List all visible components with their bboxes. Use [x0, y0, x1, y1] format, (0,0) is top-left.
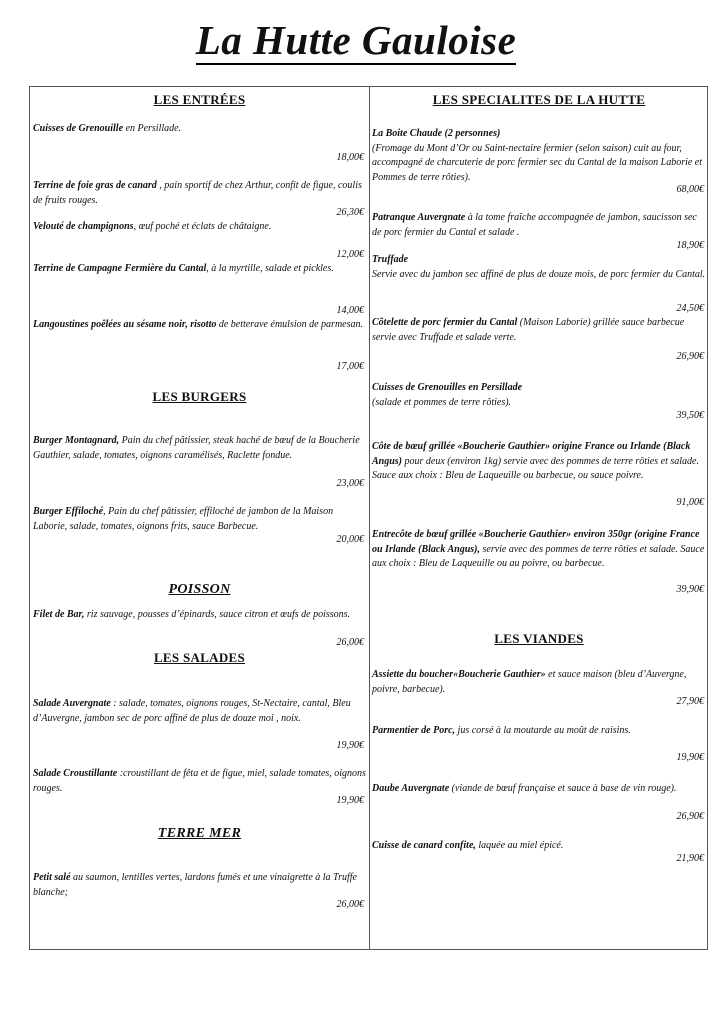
- item-price: 26,90€: [676, 811, 704, 822]
- menu-item: Cuisses de Grenouille en Persillade.: [33, 123, 182, 134]
- item-price: 18,00€: [336, 152, 364, 163]
- menu-item: Terrine de Campagne Fermière du Cantal, à la myrtille, salade et pickles.: [33, 263, 334, 274]
- item-price: 39,50€: [676, 410, 704, 421]
- item-price: 17,00€: [336, 361, 364, 372]
- menu-item: Velouté de champignons, œuf poché et éclats de châtaigne.: [33, 221, 272, 232]
- menu-item: Côtelette de porc fermier du Cantal (Maison Laborie) grillée sauce barbecue servie avec Truffade et salade verte.: [372, 317, 685, 343]
- item-price: 19,90€: [676, 752, 704, 763]
- menu-title: La Hutte Gauloise: [195, 17, 517, 63]
- menu-item: Assiette du boucher«Boucherie Gauthier» et sauce maison (bleu d’Auvergne, poivre, barbecue).: [372, 669, 687, 695]
- item-price: 19,90€: [336, 740, 364, 751]
- menu-item: Salade Auvergnate : salade, tomates, oignons rouges, St-Nectaire, cantal, Bleu d’Auvergne, jambon sec de porc affiné de plus de douze moi , noix.: [33, 698, 351, 724]
- item-price: 39,90€: [676, 584, 704, 595]
- section-heading-terremer: TERRE MER: [157, 826, 242, 841]
- item-price: 14,00€: [336, 305, 364, 316]
- menu-item: Filet de Bar, riz sauvage, pousses d’épinards, sauce citron et œufs de poissons.: [33, 609, 351, 620]
- item-price: 26,00€: [336, 899, 364, 910]
- section-heading-burgers: LES BURGERS: [152, 389, 247, 404]
- menu-item: Daube Auvergnate (viande de bœuf française et sauce à base de vin rouge).: [372, 783, 677, 794]
- menu-item: Salade Croustillante :croustillant de fêta et de figue, miel, salade tomates, oignons rouges.: [33, 768, 366, 794]
- item-price: 18,90€: [676, 240, 704, 251]
- left-column: [33, 86, 366, 950]
- menu-item: Burger Effiloché, Pain du chef pâtissier, effiloché de jambon de la Maison Laborie, salade, tomates, oignons frits, sauce Barbecue.: [33, 506, 334, 532]
- item-price: 23,00€: [336, 478, 364, 489]
- section-heading-salades: LES SALADES: [153, 650, 246, 665]
- menu-item: Côte de bœuf grillée «Boucherie Gauthier» origine France ou Irlande (Black Angus) pour deux (environ 1kg) servie avec des pommes de terre rôties et salade. Sauce aux choix : Bleu de Laqueuille ou barbecue, ou sauce poivre.: [372, 441, 699, 481]
- section-heading-entrees: LES ENTRÉES: [153, 92, 246, 107]
- menu-item: Parmentier de Porc, jus corsé à la moutarde au moût de raisins.: [372, 725, 631, 736]
- menu-item: Burger Montagnard, Pain du chef pâtissier, steak haché de bœuf de la Boucherie Gauthier, salade, tomates, oignons caramélisés, Raclette fondue.: [33, 435, 360, 461]
- item-price: 26,00€: [336, 637, 364, 648]
- menu-item: Petit salé au saumon, lentilles vertes, lardons fumés et une vinaigrette à la Truffe blanche;: [33, 872, 357, 898]
- item-price: 68,00€: [676, 184, 704, 195]
- item-price: 27,90€: [676, 696, 704, 707]
- right-column: [372, 86, 706, 950]
- menu-item: Cuisses de Grenouilles en Persillade (salade et pommes de terre rôties).: [372, 382, 523, 408]
- item-price: 26,30€: [336, 207, 364, 218]
- item-price: 21,90€: [676, 853, 704, 864]
- item-price: 20,00€: [336, 534, 364, 545]
- menu-item: Langoustines poêlées au sésame noir, risotto de betterave émulsion de parmesan.: [33, 319, 363, 330]
- section-heading-specialites: LES SPECIALITES DE LA HUTTE: [432, 92, 646, 107]
- menu-item: Terrine de foie gras de canard , pain sportif de chez Arthur, confit de figue, coulis de fruits rouges.: [33, 180, 362, 206]
- menu-item: Patranque Auvergnate à la tome fraîche accompagnée de jambon, saucisson sec de porc fermier du Cantal et salade .: [372, 212, 697, 238]
- item-price: 19,90€: [336, 795, 364, 806]
- item-price: 91,00€: [676, 497, 704, 508]
- column-divider: [369, 86, 370, 950]
- menu-item: La Boite Chaude (2 personnes) (Fromage du Mont d’Or ou Saint-nectaire fermier (selon saison) cuit au four, accompagné de charcuterie de porc fermier sec du Cantal de la maison Laborie et Pommes de terre rôties).: [372, 128, 703, 183]
- menu-item: Truffade Servie avec du jambon sec affiné de plus de douze mois, de porc fermier du Cantal.: [372, 254, 706, 280]
- menu-item: Cuisse de canard confite, laquée au miel épicé.: [372, 840, 564, 851]
- section-heading-viandes: LES VIANDES: [494, 631, 584, 646]
- item-price: 12,00€: [336, 249, 364, 260]
- menu-item: Entrecôte de bœuf grillée «Boucherie Gauthier» environ 350gr (origine France ou Irlande (Black Angus), servie avec des pommes de terre rôties et salade. Sauce aux choix : Bleu de Laqueuille ou au poivre, ou barbecue.: [372, 529, 705, 569]
- section-heading-poisson: POISSON: [168, 582, 231, 597]
- item-price: 26,90€: [676, 351, 704, 362]
- item-price: 24,50€: [676, 303, 704, 314]
